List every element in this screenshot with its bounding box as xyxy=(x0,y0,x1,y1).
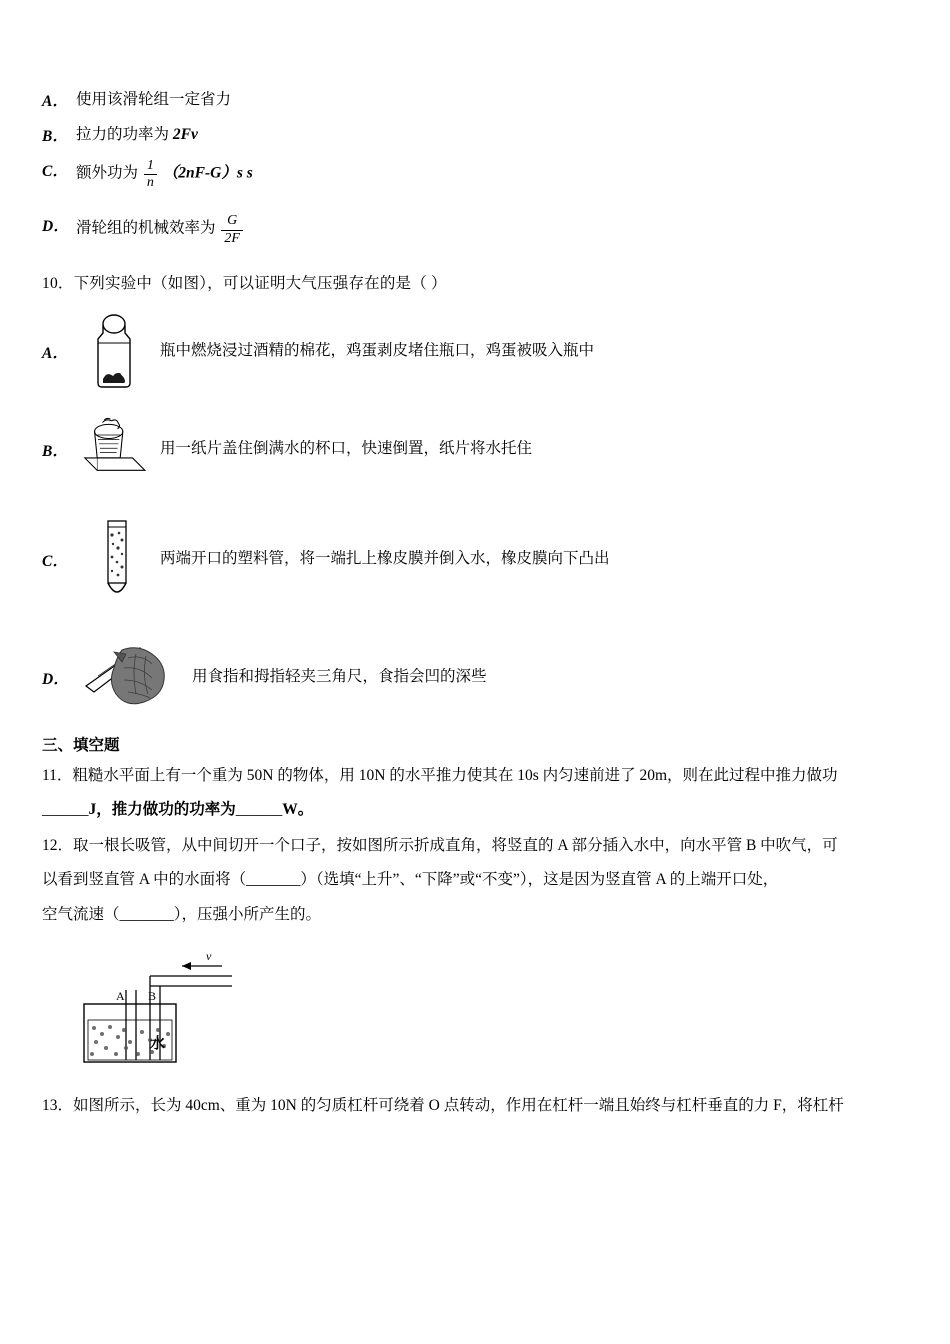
question10-options xyxy=(42,313,908,715)
figure-label-a: A xyxy=(116,988,125,1003)
fraction-denominator: 2F xyxy=(221,230,243,248)
question9-options xyxy=(42,88,908,247)
question11-line1: 11．粗糙水平面上有一个重为 50N 的物体，用 10N 的水平推力使其在 10s 内匀速前进了 20m，则在此过程中推力做功 xyxy=(42,766,838,784)
fingers-pinching-triangle-ruler-icon xyxy=(76,642,184,714)
q10-option-label-a: A． xyxy=(42,344,68,362)
plastic-tube-with-membrane-icon xyxy=(76,517,152,603)
q10-option-row-a xyxy=(42,313,908,391)
option-row-d xyxy=(42,213,908,247)
figure-label-b: B xyxy=(148,988,157,1003)
fraction-denominator: n xyxy=(144,174,157,192)
option-c-suffix: （2nF-G）s xyxy=(162,164,243,182)
question11-blank1: ______ xyxy=(42,801,89,819)
q10-option-label-b: B． xyxy=(42,442,68,460)
q10-option-row-b xyxy=(42,413,908,487)
question10-stem: 10．下列实验中（如图），可以证明大气压强存在的是（ ） xyxy=(42,275,447,293)
fraction-numerator: 1 xyxy=(146,157,154,173)
option-d-fraction xyxy=(221,213,243,247)
q10-option-text-a: 瓶中燃烧浸过酒精的棉花，鸡蛋剥皮堵住瓶口，鸡蛋被吸入瓶中 xyxy=(160,342,595,360)
question11-unit-j: J，推力做功的功率为 xyxy=(88,801,236,819)
page-content xyxy=(42,88,908,1125)
option-label-d: D． xyxy=(42,218,69,236)
q10-option-text-b: 用一纸片盖住倒满水的杯口，快速倒置，纸片将水托住 xyxy=(160,440,533,458)
section-title-fill-blank: 三、填空题 xyxy=(42,736,120,754)
fraction-numerator: G xyxy=(227,213,238,229)
inverted-cup-with-paper-icon xyxy=(76,413,152,487)
option-row-c xyxy=(42,158,908,192)
option-c-unit: s xyxy=(246,164,253,182)
q10-option-text-c: 两端开口的塑料管，将一端扎上橡皮膜并倒入水，橡皮膜向下凸出 xyxy=(160,550,610,568)
question12-line2: 以看到竖直管 A 中的水面将（_______）（选填“上升”、“下降”或“不变”），这是因为竖直管 A 的上端开口处， xyxy=(42,871,779,889)
q10-option-row-c xyxy=(42,517,908,603)
option-text-b xyxy=(76,123,198,148)
option-text-b-prefix: 拉力的功率为 xyxy=(76,125,173,143)
question11-unit-w: W。 xyxy=(282,801,314,819)
q10-option-label-c: C． xyxy=(42,552,68,570)
option-label-c: C． xyxy=(42,162,68,180)
bottle-with-egg-icon xyxy=(76,313,152,391)
straw-in-water-figure xyxy=(64,942,908,1073)
figure-label-v: v xyxy=(206,948,212,963)
q10-option-row-d xyxy=(42,641,908,715)
option-text-c xyxy=(76,158,253,192)
option-row-b xyxy=(42,123,908,148)
question11-blank2: ______ xyxy=(235,801,283,819)
question11-line2 xyxy=(42,795,908,825)
q10-option-text-d: 用食指和拇指轻夹三角尺，食指会凹的深些 xyxy=(192,668,487,686)
question13-line1: 13．如图所示，长为 40cm、重为 10N 的匀质杠杆可绕着 O 点转动，作用在杠杆一端且始终与杠杆垂直的力 F，将杠杆 xyxy=(42,1096,844,1114)
option-row-a xyxy=(42,88,908,113)
option-label-b: B． xyxy=(42,127,68,145)
question12-line1: 12．取一根长吸管，从中间切开一个口子，按如图所示折成直角，将竖直的 A 部分插入水中，向水平管 B 中吹气，可 xyxy=(42,837,838,855)
q10-option-label-d: D． xyxy=(42,670,69,688)
option-c-prefix: 额外功为 xyxy=(76,164,139,182)
option-d-prefix: 滑轮组的机械效率为 xyxy=(76,220,216,238)
option-label-a: A． xyxy=(42,93,68,110)
option-text-d xyxy=(76,213,245,247)
option-text-a: 使用该滑轮组一定省力 xyxy=(76,91,232,108)
figure-label-water: 水 xyxy=(150,1034,166,1052)
question12-line3: 空气流速（_______），压强小所产生的。 xyxy=(42,905,322,923)
option-c-fraction xyxy=(144,158,157,192)
option-b-formula: 2Fv xyxy=(172,125,198,143)
